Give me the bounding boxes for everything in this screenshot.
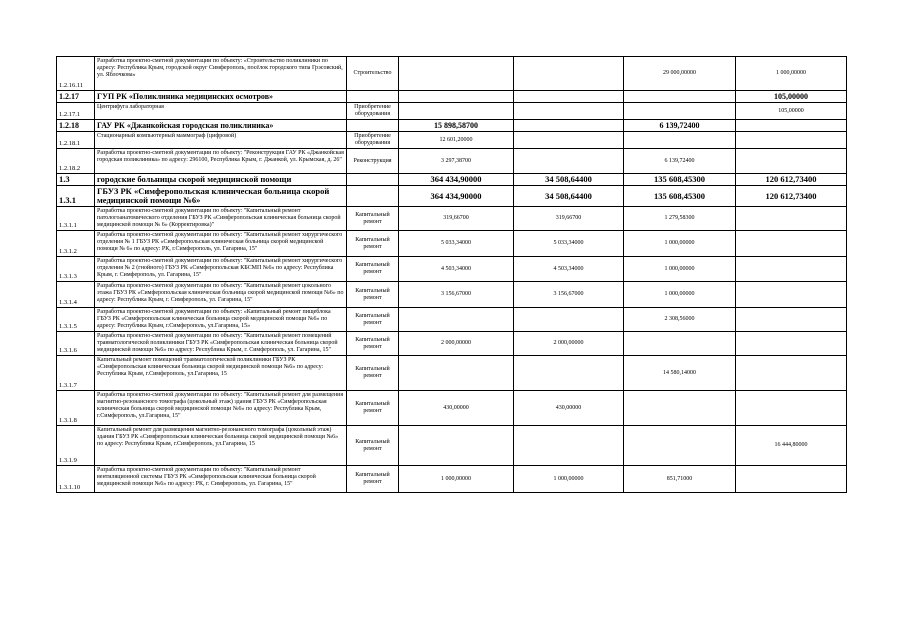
table-row	[57, 356, 847, 391]
row-value-4: 120 612,73400	[736, 186, 847, 207]
row-value-2	[514, 308, 624, 332]
row-value-3: 14 580,14000	[624, 356, 736, 391]
table-row	[57, 308, 847, 332]
table-row	[57, 391, 847, 426]
row-description: Разработка проектно-сметной документации по объекту: "Капитальный ремонт вентиляционной системы ГБУЗ РК «Симферопольская клиническая больница скорой медицинской помощи №6» по адресу: РК, г. Симферополь, ул. Гагарина, 15"	[95, 466, 347, 493]
row-value-2	[514, 356, 624, 391]
table-row	[57, 120, 847, 132]
row-description: ГУП РК «Поликлиника медицинских осмотров»	[95, 91, 347, 103]
row-value-3: 1 000,00000	[624, 257, 736, 282]
table-row	[57, 174, 847, 186]
row-work-type: Капитальный ремонт	[347, 466, 399, 493]
row-number: 1.3.1.8	[57, 391, 95, 426]
row-value-4	[736, 332, 847, 356]
row-value-1	[399, 57, 514, 91]
row-description: Разработка проектно-сметной документации по объекту: «Строительство поликлиники по адресу: Республика Крым, городской округ Симферополь, посёлок городского типа Грэсовский, ул. Яблочкова»	[95, 57, 347, 91]
row-work-type: Приобретение оборудования	[347, 132, 399, 149]
row-work-type: Капитальный ремонт	[347, 257, 399, 282]
row-number: 1.3.1.7	[57, 356, 95, 391]
row-value-2: 34 508,64400	[514, 186, 624, 207]
row-number: 1.2.18.1	[57, 132, 95, 149]
row-number: 1.2.17.1	[57, 103, 95, 120]
row-work-type	[347, 120, 399, 132]
row-value-4	[736, 257, 847, 282]
row-number: 1.3.1.10	[57, 466, 95, 493]
table-row	[57, 91, 847, 103]
row-value-2	[514, 426, 624, 466]
row-work-type: Приобретение оборудования	[347, 103, 399, 120]
row-value-2: 430,00000	[514, 391, 624, 426]
row-work-type	[347, 186, 399, 207]
row-value-4	[736, 132, 847, 149]
row-value-1: 3 297,38700	[399, 149, 514, 174]
table-row	[57, 466, 847, 493]
row-description: Стационарный компьютерный маммограф (цифровой)	[95, 132, 347, 149]
row-value-3	[624, 91, 736, 103]
row-description: ГАУ РК «Джанкойская городская поликлиника»	[95, 120, 347, 132]
budget-table	[56, 56, 847, 493]
row-description: городские больницы скорой медицинской помощи	[95, 174, 347, 186]
row-value-2	[514, 149, 624, 174]
row-number: 1.2.18.2	[57, 149, 95, 174]
row-value-3: 6 139,72400	[624, 149, 736, 174]
table-row	[57, 132, 847, 149]
row-value-1	[399, 308, 514, 332]
row-value-2: 4 503,34000	[514, 257, 624, 282]
row-work-type	[347, 91, 399, 103]
row-value-3: 1 279,58300	[624, 207, 736, 231]
row-number: 1.3	[57, 174, 95, 186]
row-description: Разработка проектно-сметной документации по объекту: "Капитальный ремонт хирургического отделения № 2 (гнойного) ГБУЗ РК «Симферопольская КБСМП №6» по адресу: Республика Крым, г. Симферополь, ул. Гагарина, 15"	[95, 257, 347, 282]
row-value-1: 430,00000	[399, 391, 514, 426]
row-value-4: 105,00000	[736, 103, 847, 120]
row-work-type: Капитальный ремонт	[347, 308, 399, 332]
row-value-3: 135 608,45300	[624, 186, 736, 207]
row-value-4	[736, 466, 847, 493]
row-value-3: 2 308,56000	[624, 308, 736, 332]
table-row	[57, 103, 847, 120]
row-description: Разработка проектно-сметной документации по объекту: «Капитальный ремонт пищеблока ГБУЗ РК «Симферопольская клиническая больница скорой медицинской помощи №6» по адресу: Республика Крым, г.Симферополь, ул.Гагарина, 15»	[95, 308, 347, 332]
row-value-4	[736, 149, 847, 174]
row-number: 1.3.1.2	[57, 231, 95, 257]
row-value-3: 135 608,45300	[624, 174, 736, 186]
row-value-1: 364 434,90000	[399, 186, 514, 207]
row-value-1: 319,66700	[399, 207, 514, 231]
row-value-3	[624, 391, 736, 426]
row-value-1	[399, 356, 514, 391]
row-number: 1.3.1.3	[57, 257, 95, 282]
row-value-2: 1 000,00000	[514, 466, 624, 493]
row-value-1	[399, 426, 514, 466]
row-value-3	[624, 332, 736, 356]
row-number: 1.2.18	[57, 120, 95, 132]
row-value-4	[736, 391, 847, 426]
row-value-3	[624, 426, 736, 466]
table-row	[57, 332, 847, 356]
row-value-2	[514, 103, 624, 120]
table-row	[57, 426, 847, 466]
row-description: Разработка проектно-сметной документации по объекту: "Капитальный ремонт хирургического отделения № 1 ГБУЗ РК «Симферопольская клиническая больница скорой медицинской помощи № 6» по адресу: РК, г.Симферополь, ул. Гагарина, 15"	[95, 231, 347, 257]
row-description: Капитальный ремонт помещений травматологической поликлиники ГБУЗ РК «Симферопольская клиническая больница скорой медицинской помощи №6» по адресу: Республика Крым, г.Симферополь, ул.Гагарина, 15	[95, 356, 347, 391]
row-number: 1.3.1.4	[57, 282, 95, 308]
row-value-4	[736, 282, 847, 308]
row-value-1: 364 434,90000	[399, 174, 514, 186]
row-value-2	[514, 57, 624, 91]
row-value-4: 1 000,00000	[736, 57, 847, 91]
row-description: ГБУЗ РК «Симферопольская клиническая больница скорой медицинской помощи №6»	[95, 186, 347, 207]
row-number: 1.3.1.5	[57, 308, 95, 332]
row-number: 1.2.16.11	[57, 57, 95, 91]
row-value-1: 12 601,20000	[399, 132, 514, 149]
row-description: Капитальный ремонт для размещения магнитно-резонансного томографа (цокольный этаж) здания ГБУЗ РК «Симферопольская клиническая больница скорой медицинской помощи №6» по адресу: Республика Крым, г.Симферополь, ул.Гагарина, 15	[95, 426, 347, 466]
row-description: Разработка проектно-сметной документации по объекту: "Капитальный ремонт помещений травматологической поликлиники ГБУЗ РК «Симферопольская клиническая больница скорой медицинской помощи №6» по адресу: Республика Крым, г. Симферополь, ул. Гагарина, 15"	[95, 332, 347, 356]
row-description: Разработка проектно-сметной документации по объекту: "Реконструкция ГАУ РК «Джанкойская городская поликлиника» по адресу: 296100, Республика Крым, г. Джанкой, ул. Крымская, д. 26"	[95, 149, 347, 174]
table-row	[57, 57, 847, 91]
row-value-3: 851,71000	[624, 466, 736, 493]
row-value-4	[736, 308, 847, 332]
row-value-1	[399, 91, 514, 103]
row-value-1: 15 898,58700	[399, 120, 514, 132]
table-row	[57, 231, 847, 257]
row-number: 1.3.1.1	[57, 207, 95, 231]
row-value-2	[514, 120, 624, 132]
row-work-type: Строительство	[347, 57, 399, 91]
row-work-type	[347, 174, 399, 186]
row-value-4	[736, 231, 847, 257]
row-value-2: 5 033,34000	[514, 231, 624, 257]
table-row	[57, 257, 847, 282]
table-row	[57, 207, 847, 231]
row-value-4	[736, 207, 847, 231]
row-value-3	[624, 132, 736, 149]
row-value-3: 1 000,00000	[624, 231, 736, 257]
row-value-1: 3 156,67000	[399, 282, 514, 308]
row-value-4	[736, 356, 847, 391]
row-value-3	[624, 103, 736, 120]
row-value-4: 16 444,80000	[736, 426, 847, 466]
row-value-4: 120 612,73400	[736, 174, 847, 186]
row-value-2: 3 156,67000	[514, 282, 624, 308]
row-work-type: Капитальный ремонт	[347, 207, 399, 231]
row-work-type: Реконструкция	[347, 149, 399, 174]
row-value-2	[514, 132, 624, 149]
row-value-3: 29 000,00000	[624, 57, 736, 91]
row-number: 1.3.1.9	[57, 426, 95, 466]
table-row	[57, 186, 847, 207]
row-value-2	[514, 91, 624, 103]
row-number: 1.3.1.6	[57, 332, 95, 356]
row-value-3: 6 139,72400	[624, 120, 736, 132]
row-value-1: 5 033,34000	[399, 231, 514, 257]
table-row	[57, 282, 847, 308]
row-value-1: 2 000,00000	[399, 332, 514, 356]
row-value-3: 1 000,00000	[624, 282, 736, 308]
row-description: Разработка проектно-сметной документации по объекту: "Капитальный ремонт цокольного этажа ГБУЗ РК «Симферопольская клиническая больница скорой медицинской помощи №6» по адресу: Республика Крым, г. Симферополь, ул. Гагарина, 15"	[95, 282, 347, 308]
row-work-type: Капитальный ремонт	[347, 356, 399, 391]
row-value-2: 2 000,00000	[514, 332, 624, 356]
row-work-type: Капитальный ремонт	[347, 282, 399, 308]
row-work-type: Капитальный ремонт	[347, 426, 399, 466]
row-work-type: Капитальный ремонт	[347, 231, 399, 257]
row-value-2: 34 508,64400	[514, 174, 624, 186]
row-work-type: Капитальный ремонт	[347, 332, 399, 356]
row-number: 1.3.1	[57, 186, 95, 207]
row-value-1: 4 503,34000	[399, 257, 514, 282]
row-value-4: 105,00000	[736, 91, 847, 103]
row-value-4	[736, 120, 847, 132]
row-value-1	[399, 103, 514, 120]
row-value-1: 1 000,00000	[399, 466, 514, 493]
row-number: 1.2.17	[57, 91, 95, 103]
row-description: Разработка проектно-сметной документации по объекту: "Капитальный ремонт патологоанатомического отделения ГБУЗ РК «Симферопольская клиническая больница скорой медицинской помощи № 6» (Корректировка)"	[95, 207, 347, 231]
row-description: Разработка проектно-сметной документации по объекту: "Капитальный ремонт для размещения магнитно-резонансного томографа (цокольный этаж) здания ГБУЗ РК «Симферопольская клиническая больница скорой медицинской помощи №6» по адресу: Республика Крым, г.Симферополь, ул.Гагарина, 15"	[95, 391, 347, 426]
row-description: Центрифуга лабораторная	[95, 103, 347, 120]
row-work-type: Капитальный ремонт	[347, 391, 399, 426]
table-row	[57, 149, 847, 174]
row-value-2: 319,66700	[514, 207, 624, 231]
